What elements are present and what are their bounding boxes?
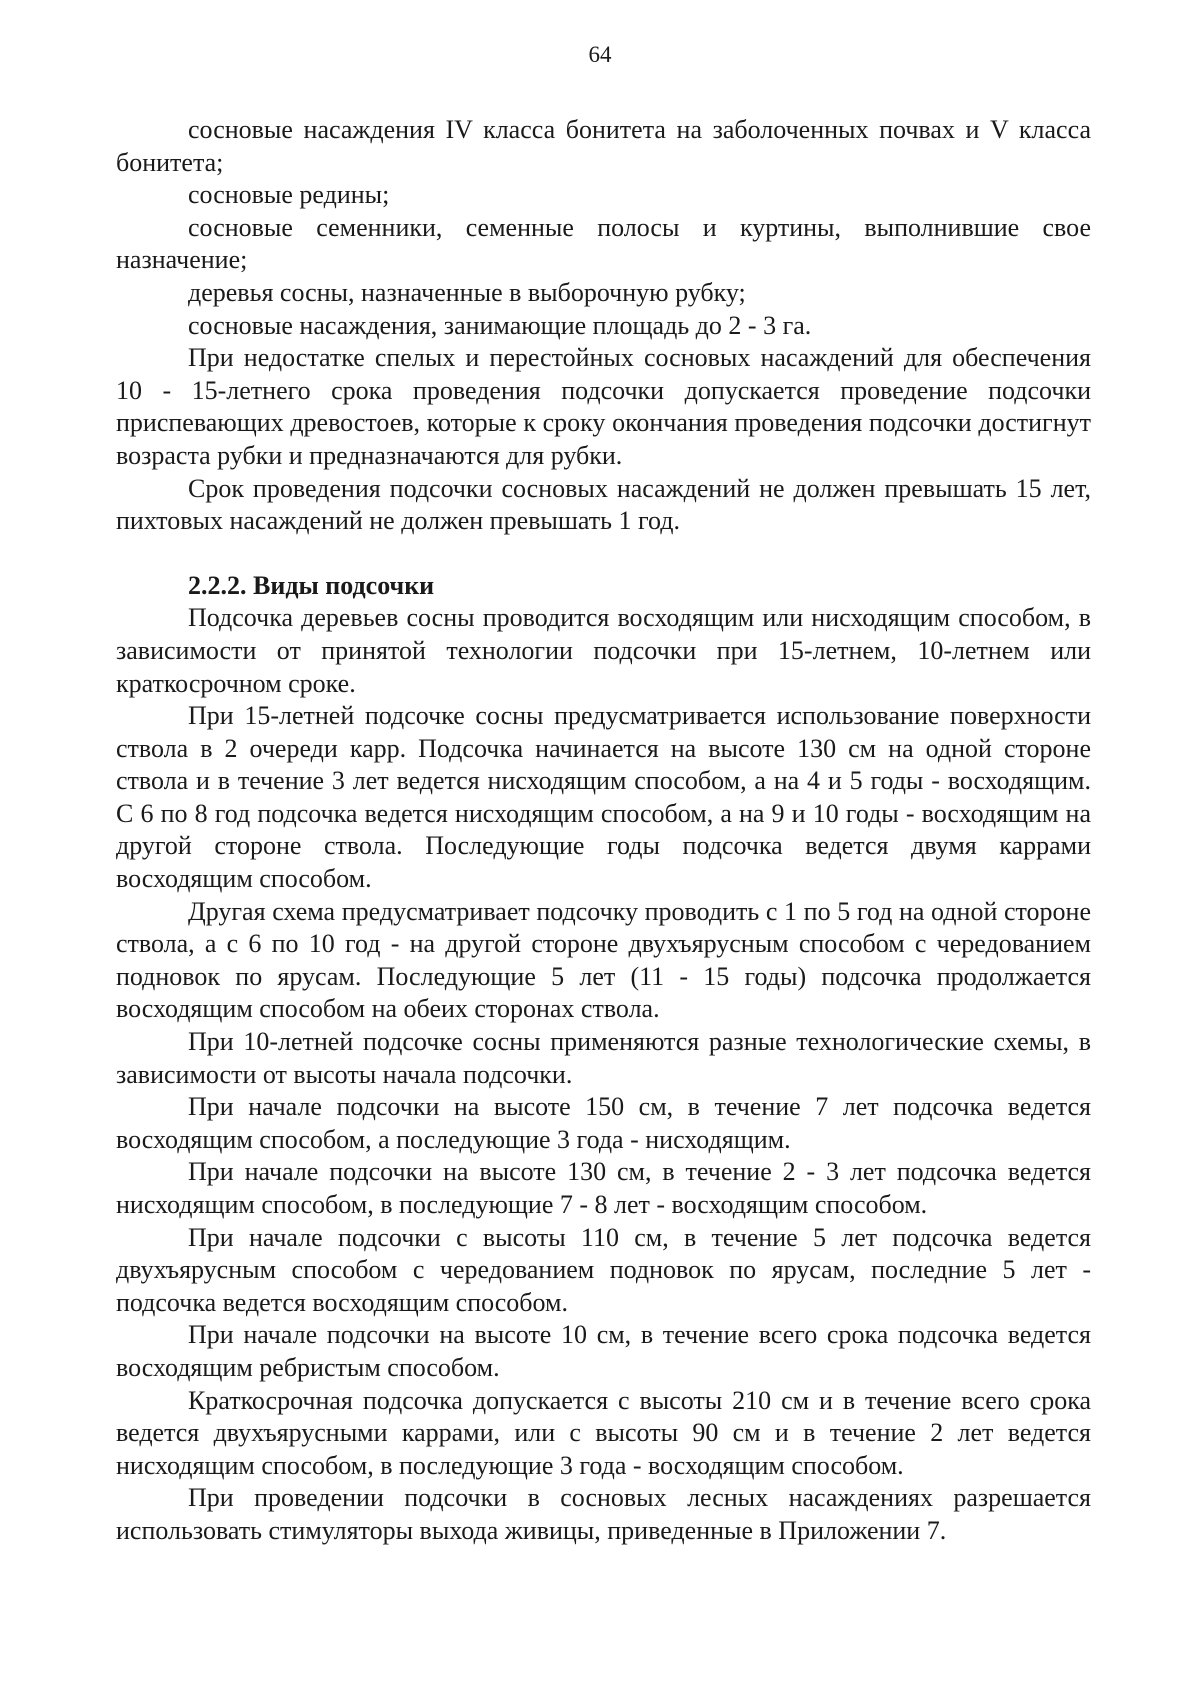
paragraph: сосновые насаждения, занимающие площадь до 2 - 3 га. (188, 310, 812, 340)
paragraph: сосновые семенники, семенные полосы и куртины, выполнившие свое назначение; (116, 212, 1091, 275)
paragraph: Другая схема предусматривает подсочку проводить с 1 по 5 год на одной стороне ствола, а с 6 по 10 год - на другой стороне двухъярусным способом с чередованием подновок по ярусам. Последующие 5 лет (11 - 15 годы) подсочка продолжается восходящим способом на обеих сторонах ствола. (116, 896, 1091, 1024)
paragraph: При 10-летней подсочке сосны применяются разные технологические схемы, в зависимости от высоты начала подсочки. (116, 1027, 1091, 1089)
paragraph: Краткосрочная подсочка допускается с высоты 210 см и в течение всего срока ведется двухъярусными каррами, или с высоты 90 см и в течение 2 лет ведется нисходящим способом, в последующие 3 года - восходящим способом. (116, 1385, 1091, 1480)
paragraph: Срок проведения подсочки сосновых насаждений не должен превышать 15 лет, пихтовых насаждений не должен превышать 1 год. (116, 473, 1091, 536)
paragraph: Подсочка деревьев сосны проводится восходящим или нисходящим способом, в зависимости от принятой технологии подсочки при 15-летнем, 10-летнем или краткосрочном сроке. (116, 603, 1091, 698)
paragraph: сосновые насаждения IV класса бонитета на заболоченных почвах и V класса бонитета; (116, 115, 1091, 177)
paragraph: При начале подсочки с высоты 110 см, в течение 5 лет подсочка ведется двухъярусным способом с чередованием подновок по ярусам, последние 5 лет - подсочка ведется восходящим способом. (116, 1222, 1091, 1317)
document-body (116, 114, 1091, 1548)
paragraph: При начале подсочки на высоте 150 см, в течение 7 лет подсочка ведется восходящим способом, а последующие 3 года - нисходящим. (116, 1092, 1091, 1154)
paragraph: сосновые редины; (188, 180, 390, 210)
page-number: 64 (588, 42, 612, 67)
paragraph: При 15-летней подсочке сосны предусматривается использование поверхности ствола в 2 очереди карр. Подсочка начинается на высоте 130 см на одной стороне ствола и в течение 3 лет ведется нисходящим способом, а на 4 и 5 годы - восходящим. С 6 по 8 год подсочка ведется нисходящим способом, а на 9 и 10 годы - восходящим на другой стороне ствола. Последующие годы подсочка ведется двумя каррами восходящим способом. (116, 701, 1091, 894)
section-heading: 2.2.2. Виды подсочки (188, 570, 435, 600)
paragraph: При проведении подсочки в сосновых лесных насаждениях разрешается использовать стимуляторы выхода живицы, приведенные в Приложении 7. (116, 1483, 1091, 1545)
paragraph: При начале подсочки на высоте 130 см, в течение 2 - 3 лет подсочка ведется нисходящим способом, в последующие 7 - 8 лет - восходящим способом. (116, 1157, 1091, 1219)
paragraph: При недостатке спелых и перестойных сосновых насаждений для обеспечения 10 - 15-летнего срока проведения подсочки допускается проведение подсочки приспевающих древостоев, которые к сроку окончания проведения подсочки достигнут возраста рубки и предназначаются для рубки. (116, 343, 1091, 470)
paragraph: деревья сосны, назначенные в выборочную рубку; (188, 277, 746, 307)
paragraph: При начале подсочки на высоте 10 см, в течение всего срока подсочка ведется восходящим ребристым способом. (116, 1320, 1091, 1382)
